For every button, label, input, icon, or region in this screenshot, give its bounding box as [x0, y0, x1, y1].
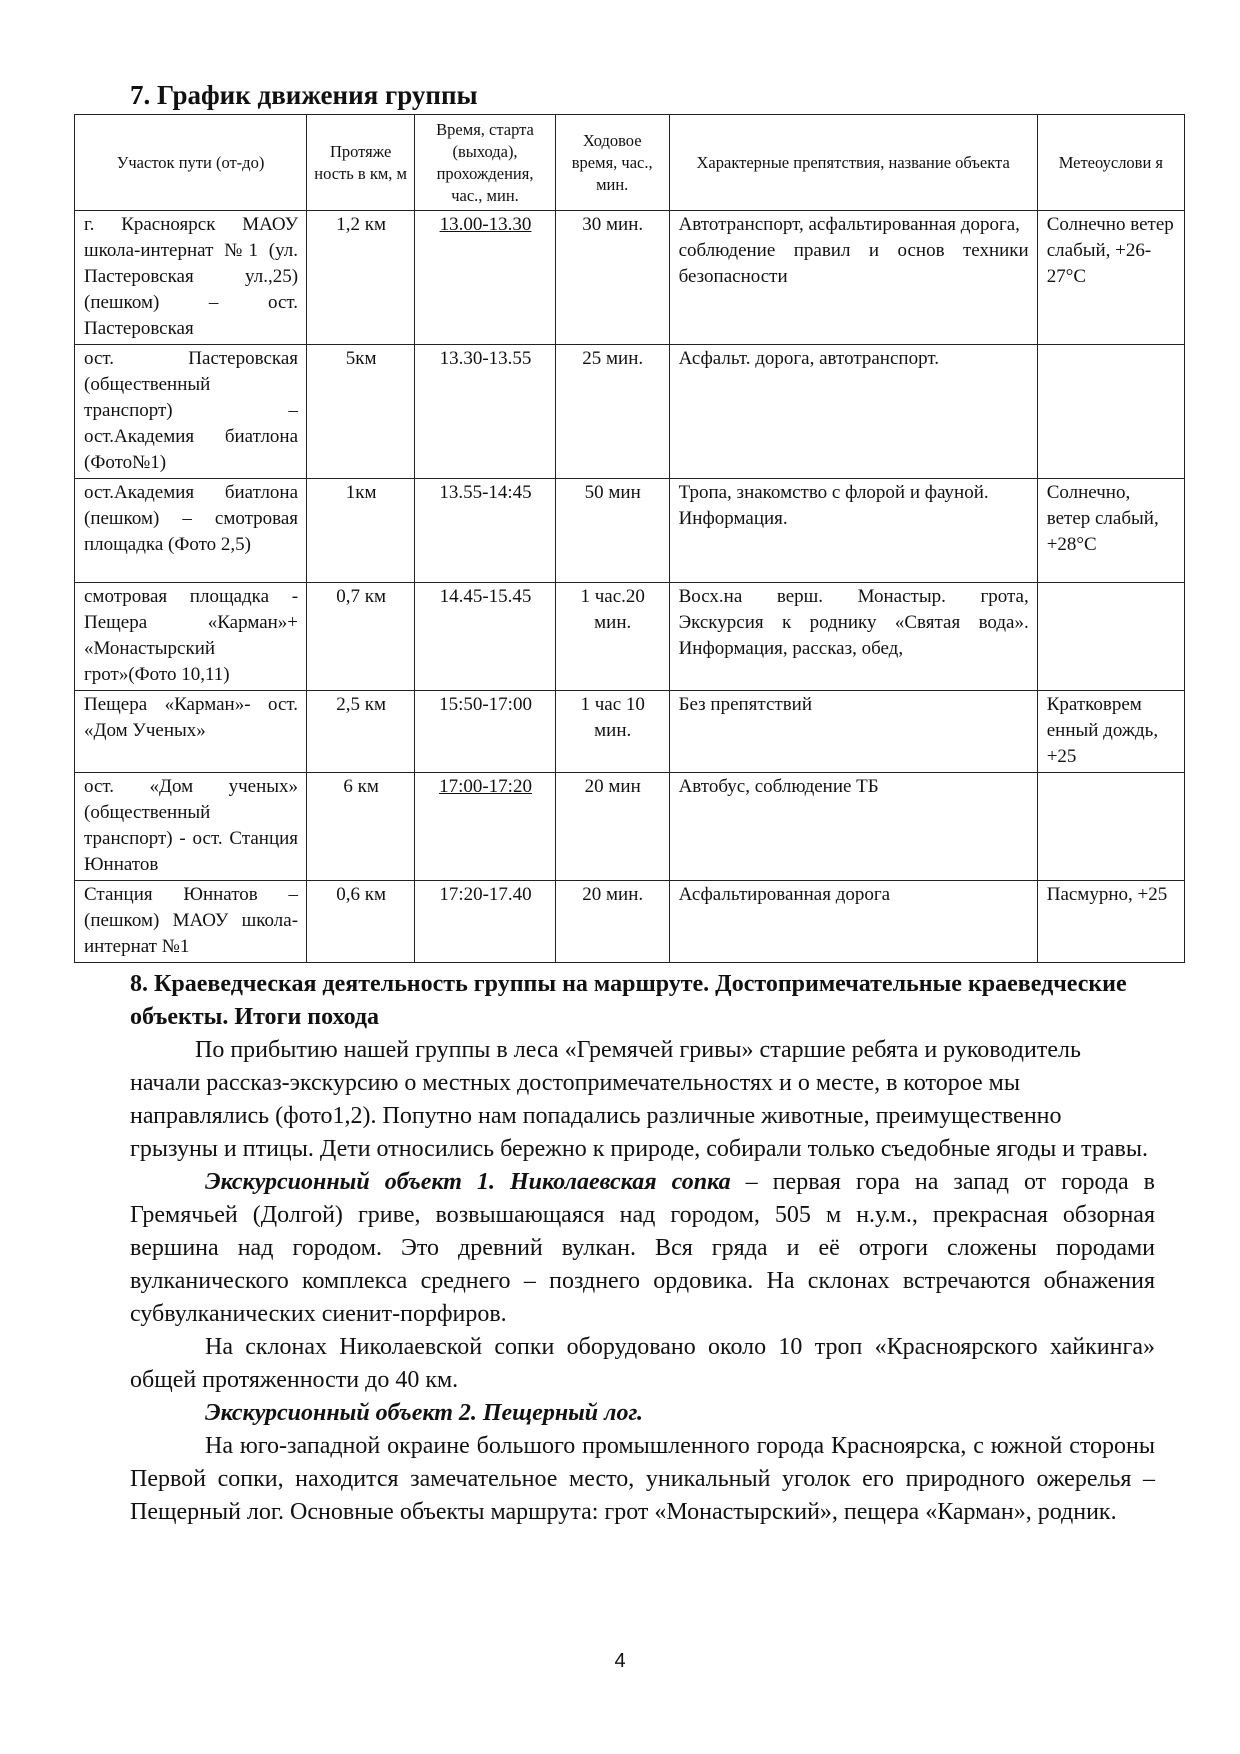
cell-weather — [1037, 773, 1184, 881]
table-row — [75, 881, 1185, 963]
cell-time: 13.55-14:45 — [415, 479, 556, 583]
header-distance: Протяже ность в км, м — [307, 115, 415, 211]
cell-obstacles: Асфальтированная дорога — [669, 881, 1037, 963]
cell-distance: 2,5 км — [307, 691, 415, 773]
header-weather: Метеоуслови я — [1037, 115, 1184, 211]
cell-segment: ост. «Дом ученых» (общественный транспорт) - ост. Станция Юннатов — [75, 773, 307, 881]
cell-segment: ост.Академия биатлона (пешком) – смотровая площадка (Фото 2,5) — [75, 479, 307, 583]
table-row — [75, 479, 1185, 583]
cell-weather: Пасмурно, +25 — [1037, 881, 1184, 963]
cell-segment: ост. Пастеровская (общественный транспорт) – ост.Академия биатлона (Фото№1) — [75, 345, 307, 479]
table-header-row — [75, 115, 1185, 211]
paragraph: По прибытию нашей группы в леса «Гремячей гривы» старшие ребята и руководитель начали рассказ-экскурсию о местных достопримечательностях и о месте, в которое мы направлялись (фото1,2). Попутно нам попадались различные животные, преимущественно грызуны и птицы. Дети относились бережно к природе, собирали только съедобные ягоды и травы. — [130, 1037, 1148, 1162]
cell-time: 13.30-13.55 — [415, 345, 556, 479]
cell-time: 17:00-17:20 — [415, 773, 556, 881]
cell-obstacles: Асфальт. дорога, автотранспорт. — [669, 345, 1037, 479]
table-row — [75, 691, 1185, 773]
cell-duration: 1 час 10 мин. — [555, 691, 669, 773]
table-row — [75, 211, 1185, 345]
object-1-title: Экскурсионный объект 1. Николаевская сопка — [205, 1169, 731, 1195]
section-8-title: 8. Краеведческая деятельность группы на маршруте. Достопримечательные краеведческие объекты. Итоги похода — [130, 971, 1127, 1030]
header-start-time: Время, старта (выхода), прохождения, час., мин. — [415, 115, 556, 211]
cell-distance: 1,2 км — [307, 211, 415, 345]
cell-time: 13.00-13.30 — [415, 211, 556, 345]
paragraph-object-1 — [130, 1166, 1155, 1331]
cell-duration: 25 мин. — [555, 345, 669, 479]
cell-time: 14.45-15.45 — [415, 583, 556, 691]
cell-distance: 0,6 км — [307, 881, 415, 963]
paragraph: На склонах Николаевской сопки оборудовано около 10 троп «Красноярского хайкинга» общей протяженности до 40 км. — [130, 1334, 1155, 1393]
cell-obstacles: Восх.на верш. Монастыр. грота, Экскурсия к роднику «Святая вода». Информация, рассказ, обед, — [669, 583, 1037, 691]
cell-distance: 5км — [307, 345, 415, 479]
section-8 — [130, 968, 1155, 1529]
cell-distance: 6 км — [307, 773, 415, 881]
cell-duration: 20 мин — [555, 773, 669, 881]
header-duration: Ходовое время, час., мин. — [555, 115, 669, 211]
page-number: 4 — [614, 1650, 626, 1672]
route-schedule-table — [74, 114, 1185, 963]
cell-weather — [1037, 583, 1184, 691]
cell-weather: Солнечно ветер слабый, +26-27°С — [1037, 211, 1184, 345]
cell-weather: Солнечно, ветер слабый, +28°С — [1037, 479, 1184, 583]
header-segment: Участок пути (от-до) — [75, 115, 307, 211]
cell-segment: г. Красноярск МАОУ школа-интернат №1 (ул. Пастеровская ул.,25) (пешком) – ост. Пастеровская — [75, 211, 307, 345]
cell-duration: 20 мин. — [555, 881, 669, 963]
table-row — [75, 583, 1185, 691]
cell-obstacles: Без препятствий — [669, 691, 1037, 773]
cell-obstacles: Тропа, знакомство с флорой и фауной. Информация. — [669, 479, 1037, 583]
header-obstacles: Характерные препятствия, название объекта — [669, 115, 1037, 211]
cell-weather — [1037, 345, 1184, 479]
section-7-title: 7. График движения группы — [130, 80, 478, 110]
cell-obstacles: Автотранспорт, асфальтированная дорога, соблюдение правил и основ техники безопасности — [669, 211, 1037, 345]
table-row — [75, 773, 1185, 881]
object-2-title: Экскурсионный объект 2. Пещерный лог. — [205, 1400, 644, 1426]
cell-duration: 1 час.20 мин. — [555, 583, 669, 691]
cell-time: 17:20-17.40 — [415, 881, 556, 963]
object-1-text: – первая гора на запад от города в Гремячьей (Долгой) гриве, возвышающаяся над городом, 505 м н.у.м., прекрасная обзорная вершина над городом. Это древний вулкан. Вся гряда и её отроги сложены породами вулканического комплекса среднего – позднего ордовика. На склонах встречаются обнажения субвулканических сиенит-порфиров. — [130, 1169, 1155, 1327]
cell-duration: 50 мин — [555, 479, 669, 583]
paragraph: На юго-западной окраине большого промышленного города Красноярска, с южной стороны Первой сопки, находится замечательное место, уникальный уголок его природного ожерелья – Пещерный лог. Основные объекты маршрута: грот «Монастырский», пещера «Карман», родник. — [130, 1433, 1155, 1525]
cell-segment: Пещера «Карман»- ост. «Дом Ученых» — [75, 691, 307, 773]
cell-obstacles: Автобус, соблюдение ТБ — [669, 773, 1037, 881]
cell-time: 15:50-17:00 — [415, 691, 556, 773]
cell-segment: смотровая площадка - Пещера «Карман»+ «Монастырский грот»(Фото 10,11) — [75, 583, 307, 691]
cell-distance: 1км — [307, 479, 415, 583]
table-row — [75, 345, 1185, 479]
cell-weather: Кратковрем енный дождь, +25 — [1037, 691, 1184, 773]
cell-distance: 0,7 км — [307, 583, 415, 691]
cell-segment: Станция Юннатов – (пешком) МАОУ школа-интернат №1 — [75, 881, 307, 963]
cell-duration: 30 мин. — [555, 211, 669, 345]
